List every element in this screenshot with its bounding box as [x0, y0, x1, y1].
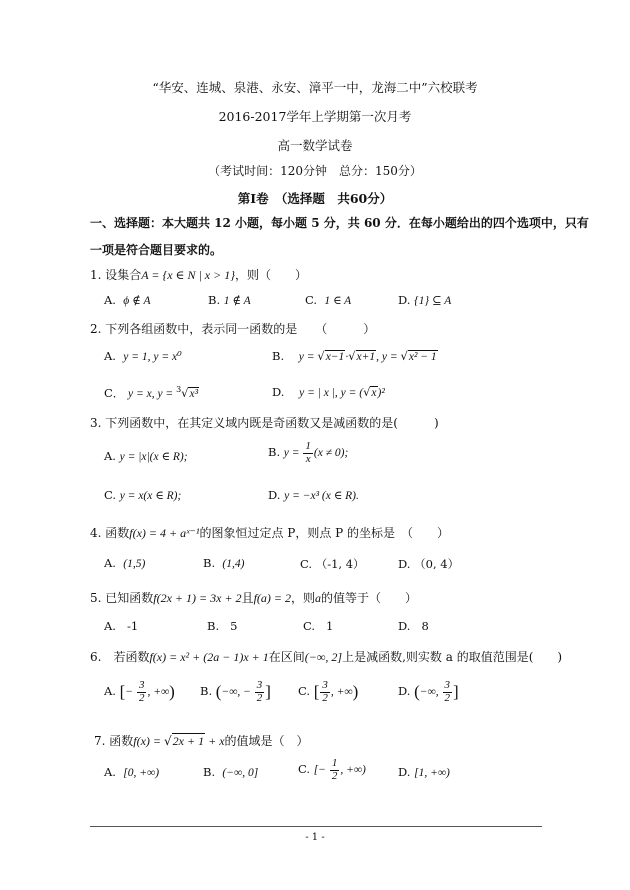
page-number: - 1 -: [305, 832, 325, 843]
q3-option-b: B. y = $\frac{1}{x}$ (x ≠ 0);: [268, 440, 349, 465]
q2-option-d: D. y = | x |, y = (√x)²: [272, 385, 385, 399]
question-5-stem: 5. 已知函数f(2x + 1) = 3x + 2且f(a) = 2，则a的值等于（ ）: [90, 591, 418, 605]
q7-option-a: A. [0, +∞): [104, 765, 160, 779]
question-3-stem: 3. 下列函数中，在其定义域内既是奇函数又是减函数的是( ): [90, 416, 439, 430]
instructions-line-2: 一项是符合题目要求的。: [90, 243, 223, 257]
exam-info: （考试时间：120分钟 总分：150分）: [208, 164, 422, 178]
semester-title: 2016-2017学年上学期第一次月考: [218, 109, 412, 124]
question-2-stem: 2. 下列各组函数中，表示同一函数的是 （ ）: [90, 322, 376, 336]
q2-option-a: A. y = 1, y = x⁰: [104, 349, 182, 363]
q1-option-c: C. 1 ∈ A: [305, 293, 352, 307]
q3-option-a: A. y = |x|(x ∈ R);: [104, 449, 188, 463]
exam-title: “华安、连城、泉港、永安、漳平一中，龙海二中”六校联考: [152, 80, 478, 95]
q1-option-a: A. ϕ ∉ A: [104, 293, 151, 307]
q5-option-a: A. -1: [104, 619, 139, 633]
q6-option-b: B. (−∞, − $\frac{3}{2}$ ]: [200, 679, 271, 704]
q3-option-c: C. y = x(x ∈ R);: [104, 488, 182, 502]
question-1-stem: 1. 设集合A = {x ∈ N | x > 1}，则（ ）: [90, 268, 308, 282]
q4-option-b: B. (1,4): [203, 556, 245, 570]
q6-option-a: A. [− $\frac{3}{2}$ , +∞): [104, 679, 175, 704]
question-7-stem: 7. 函数f(x) = √2x + 1 + x的值域是（ ）: [94, 734, 309, 748]
q5-option-d: D. 8: [398, 619, 429, 633]
q4-option-a: A. (1,5): [104, 556, 146, 570]
q7-option-b: B. (−∞, 0]: [203, 765, 259, 779]
part-title: 第Ⅰ卷 （选择题 共60分）: [237, 191, 393, 206]
q6-option-d: D. (−∞, $\frac{3}{2}$ ]: [398, 679, 459, 704]
q4-option-d: D. （0, 4）: [398, 557, 460, 571]
q2-option-b: B. y = √x−1·√x+1, y = √x² − 1: [272, 349, 437, 363]
instructions-line-1: 一、选择题：本大题共 12 小题，每小题 5 分，共 60 分．在每小题给出的四个选项中，只有: [90, 216, 589, 230]
q2-option-c: C． y = x, y = $^3$√x³: [104, 385, 199, 400]
q7-option-d: D. [1, +∞): [398, 765, 450, 779]
q1-option-d: D. {1} ⊆ A: [398, 293, 452, 307]
q5-option-c: C. 1: [303, 619, 334, 633]
q6-option-c: C. [ $\frac{3}{2}$ , +∞): [298, 679, 359, 704]
footer-divider: [90, 826, 542, 827]
q7-option-c: C. [− $\frac{1}{2}$ , +∞): [298, 757, 366, 782]
subject-title: 高一数学试卷: [277, 138, 353, 153]
q4-option-c: C. （-1, 4）: [300, 557, 365, 571]
q1-option-b: B. 1 ∉ A: [208, 293, 251, 307]
q5-option-b: B. 5: [207, 619, 238, 633]
question-6-stem: 6. 若函数f(x) = x² + (2a − 1)x + 1在区间(−∞, 2]上是减函数,则实数 a 的取值范围是( ): [90, 650, 563, 664]
question-4-stem: 4. 函数f(x) = 4 + aˣ⁻¹的图象恒过定点 P，则点 P 的坐标是 （ ）: [90, 526, 450, 540]
q3-option-d: D. y = −x³ (x ∈ R).: [268, 488, 359, 502]
